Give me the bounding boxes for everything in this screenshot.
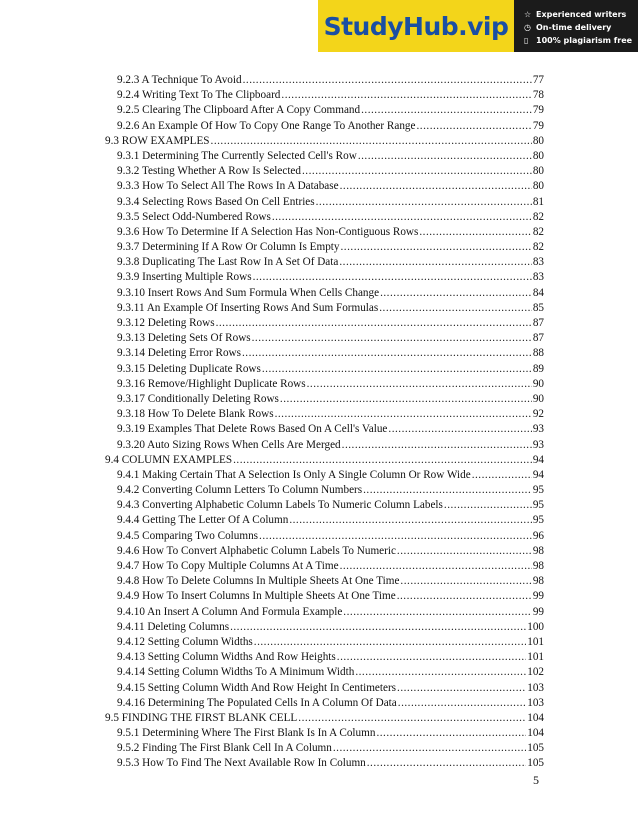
- toc-subsection-entry[interactable]: [105, 255, 544, 270]
- toc-entry-page: 96: [532, 529, 544, 542]
- toc-entry-title: 9.4.5 Comparing Two Columns: [117, 529, 259, 542]
- toc-dot-leader: [298, 711, 526, 726]
- toc-entry-page: 90: [532, 392, 544, 405]
- toc-dot-leader: [233, 453, 532, 468]
- toc-dot-leader: [355, 665, 526, 680]
- toc-entry-title: 9.3.8 Duplicating The Last Row In A Set Of Data: [117, 256, 339, 269]
- toc-entry-page: 99: [532, 590, 544, 603]
- toc-subsection-entry[interactable]: [105, 240, 544, 255]
- toc-dot-leader: [379, 301, 532, 316]
- toc-subsection-entry[interactable]: [105, 756, 544, 771]
- toc-dot-leader: [397, 544, 532, 559]
- toc-entry-title: 9.2.4 Writing Text To The Clipboard: [117, 89, 281, 102]
- toc-entry-title: 9.4.7 How To Copy Multiple Columns At A Time: [117, 560, 339, 572]
- toc-subsection-entry[interactable]: [105, 438, 544, 453]
- toc-subsection-entry[interactable]: [105, 468, 544, 483]
- toc-dot-leader: [400, 574, 531, 589]
- toc-subsection-entry[interactable]: [105, 195, 544, 210]
- toc-entry-title: 9.3.12 Deleting Rows: [117, 317, 215, 329]
- toc-dot-leader: [243, 73, 532, 88]
- toc-entry-title: 9.4.2 Converting Column Letters To Column Numbers: [117, 484, 363, 497]
- toc-subsection-entry[interactable]: [105, 529, 544, 544]
- toc-entry-page: 89: [532, 362, 544, 375]
- toc-entry-page: 95: [532, 499, 544, 512]
- toc-entry-title: 9.4.9 How To Insert Columns In Multiple Sheets At One Time: [117, 590, 396, 603]
- toc-subsection-entry[interactable]: [105, 149, 544, 164]
- toc-subsection-entry[interactable]: [105, 362, 544, 377]
- toc-entry-title: 9.4.3 Converting Alphabetic Column Labels To Numeric Column Labels: [117, 499, 443, 512]
- toc-entry-page: 79: [532, 119, 544, 132]
- toc-dot-leader: [340, 559, 532, 574]
- toc-dot-leader: [358, 149, 532, 164]
- toc-entry-title: 9.3.6 How To Determine If A Selection Has Non-Contiguous Rows: [117, 225, 419, 238]
- toc-dot-leader: [275, 407, 532, 422]
- toc-dot-leader: [397, 681, 526, 696]
- toc-subsection-entry[interactable]: [105, 179, 544, 194]
- toc-subsection-entry[interactable]: [105, 574, 544, 589]
- toc-dot-leader: [316, 195, 532, 210]
- toc-subsection-entry[interactable]: [105, 301, 544, 316]
- toc-entry-title: 9.4.14 Setting Column Widths To A Minimum Width: [117, 666, 355, 679]
- toc-entry-page: 105: [527, 757, 544, 770]
- toc-entry-title: 9.3.19 Examples That Delete Rows Based On A Cell's Value: [117, 423, 388, 436]
- toc-entry-title: 9.4.15 Setting Column Width And Row Height In Centimeters: [117, 681, 397, 694]
- toc-dot-leader: [342, 438, 532, 453]
- toc-entry-page: 84: [532, 286, 544, 299]
- toc-dot-leader: [259, 529, 532, 544]
- toc-entry-title: 9.3.1 Determining The Currently Selected Cell's Row: [117, 149, 357, 162]
- toc-entry-title: 9.4.6 How To Convert Alphabetic Column Labels To Numeric: [117, 544, 396, 557]
- toc-entry-page: 78: [532, 89, 544, 102]
- toc-subsection-entry[interactable]: [105, 225, 544, 240]
- toc-entry-page: 105: [527, 742, 544, 755]
- toc-subsection-entry[interactable]: [105, 331, 544, 346]
- feature-label: 100% plagiarism free: [536, 35, 633, 45]
- toc-entry-page: 98: [532, 560, 544, 572]
- toc-subsection-entry[interactable]: [105, 544, 544, 559]
- logo-text: StudyHub.vip: [323, 11, 509, 41]
- toc-dot-leader: [417, 119, 532, 134]
- toc-section-entry[interactable]: [105, 134, 544, 149]
- toc-entry-page: 104: [527, 727, 544, 740]
- toc-subsection-entry[interactable]: [105, 103, 544, 118]
- studyhub-logo[interactable]: [318, 0, 514, 52]
- toc-entry-page: 80: [532, 149, 544, 162]
- toc-entry-title: 9.3.4 Selecting Rows Based On Cell Entries: [117, 195, 315, 208]
- toc-entry-page: 90: [532, 377, 544, 390]
- toc-entry-title: 9.4.10 An Insert A Column And Formula Example: [117, 605, 343, 618]
- toc-subsection-entry[interactable]: [105, 513, 544, 528]
- toc-subsection-entry[interactable]: [105, 270, 544, 285]
- clock-icon: ◷: [524, 22, 531, 32]
- toc-entry-page: 103: [527, 696, 544, 709]
- toc-entry-page: 93: [532, 423, 544, 436]
- toc-entry-title: 9.4.1 Making Certain That A Selection Is Only A Single Column Or Row Wide: [117, 468, 471, 481]
- toc-dot-leader: [307, 377, 532, 392]
- toc-subsection-entry[interactable]: [105, 696, 544, 711]
- page-number: 5: [533, 773, 539, 787]
- toc-entry-page: 83: [532, 256, 544, 269]
- toc-subsection-entry[interactable]: [105, 605, 544, 620]
- toc-dot-leader: [230, 620, 526, 635]
- toc-entry-title: 9.2.6 An Example Of How To Copy One Range To Another Range: [117, 119, 416, 132]
- toc-subsection-entry[interactable]: [105, 726, 544, 741]
- toc-dot-leader: [376, 726, 526, 741]
- toc-dot-leader: [252, 331, 532, 346]
- toc-entry-page: 104: [527, 711, 544, 724]
- toc-dot-leader: [280, 392, 532, 407]
- toc-dot-leader: [397, 589, 532, 604]
- toc-dot-leader: [333, 741, 526, 756]
- toc-dot-leader: [281, 88, 531, 103]
- toc-entry-title: 9.5.2 Finding The First Blank Cell In A Column: [117, 742, 332, 755]
- toc-entry-title: 9.3.18 How To Delete Blank Rows: [117, 408, 274, 421]
- toc-entry-page: 101: [527, 635, 544, 648]
- toc-dot-leader: [343, 605, 532, 620]
- toc-section-entry[interactable]: [105, 453, 544, 468]
- feature-experienced-writers: [524, 9, 638, 21]
- toc-entry-page: 80: [532, 180, 544, 193]
- toc-entry-title: 9.5 FINDING THE FIRST BLANK CELL: [105, 711, 298, 724]
- toc-section-entry[interactable]: [105, 711, 544, 726]
- toc-subsection-entry[interactable]: [105, 88, 544, 103]
- toc-subsection-entry[interactable]: [105, 741, 544, 756]
- toc-entry-title: 9.3.20 Auto Sizing Rows When Cells Are Merged: [117, 438, 341, 451]
- toc-entry-title: 9.3.16 Remove/Highlight Duplicate Rows: [117, 377, 306, 390]
- toc-entry-title: 9.3.11 An Example Of Inserting Rows And Sum Formulas: [117, 301, 379, 314]
- toc-dot-leader: [216, 316, 532, 331]
- toc-dot-leader: [242, 346, 532, 361]
- toc-subsection-entry[interactable]: [105, 620, 544, 635]
- toc-dot-leader: [253, 270, 532, 285]
- toc-entry-title: 9.3.5 Select Odd-Numbered Rows: [117, 210, 271, 223]
- toc-entry-title: 9.4.12 Setting Column Widths: [117, 635, 253, 648]
- toc-entry-page: 79: [532, 104, 544, 117]
- toc-dot-leader: [444, 498, 532, 513]
- toc-dot-leader: [262, 362, 532, 377]
- toc-subsection-entry[interactable]: [105, 650, 544, 665]
- toc-dot-leader: [254, 635, 526, 650]
- toc-entry-title: 9.5.1 Determining Where The First Blank Is In A Column: [117, 727, 376, 740]
- toc-entry-title: 9.3.13 Deleting Sets Of Rows: [117, 332, 251, 345]
- toc-entry-page: 101: [527, 651, 544, 664]
- toc-subsection-entry[interactable]: [105, 73, 544, 88]
- feature-label: Experienced writers: [536, 9, 627, 19]
- toc-subsection-entry[interactable]: [105, 316, 544, 331]
- feature-label: On-time delivery: [536, 22, 612, 32]
- toc-entry-title: 9.3 ROW EXAMPLES: [105, 134, 210, 147]
- toc-entry-page: 92: [532, 408, 544, 421]
- toc-subsection-entry[interactable]: [105, 559, 544, 574]
- toc-entry-title: 9.4.13 Setting Column Widths And Row Heights: [117, 651, 336, 664]
- toc-entry-page: 87: [532, 317, 544, 329]
- toc-subsection-entry[interactable]: [105, 346, 544, 361]
- toc-entry-page: 80: [532, 134, 544, 147]
- toc-entry-page: 80: [532, 165, 544, 178]
- toc-entry-page: 102: [527, 666, 544, 679]
- toc-entry-page: 82: [532, 225, 544, 238]
- toc-entry-page: 85: [532, 301, 544, 314]
- toc-dot-leader: [398, 696, 526, 711]
- toc-dot-leader: [341, 240, 532, 255]
- toc-entry-page: 95: [532, 484, 544, 497]
- toc-subsection-entry[interactable]: [105, 164, 544, 179]
- feature-plagiarism-free: [524, 35, 638, 47]
- toc-entry-page: 103: [527, 681, 544, 694]
- toc-entry-page: 100: [527, 620, 544, 633]
- toc-entry-page: 77: [532, 74, 544, 86]
- toc-entry-page: 93: [532, 438, 544, 451]
- toc-entry-title: 9.3.14 Deleting Error Rows: [117, 347, 241, 360]
- toc-subsection-entry[interactable]: [105, 392, 544, 407]
- toc-entry-title: 9.3.7 Determining If A Row Or Column Is Empty: [117, 241, 340, 254]
- toc-entry-page: 88: [532, 347, 544, 360]
- feature-on-time-delivery: [524, 22, 638, 34]
- toc-dot-leader: [472, 468, 532, 483]
- toc-dot-leader: [367, 756, 526, 771]
- toc-entry-page: 82: [532, 241, 544, 254]
- toc-dot-leader: [388, 422, 531, 437]
- toc-dot-leader: [289, 513, 532, 528]
- toc-entry-title: 9.3.3 How To Select All The Rows In A Database: [117, 180, 339, 193]
- toc-dot-leader: [340, 179, 532, 194]
- toc-entry-page: 87: [532, 332, 544, 345]
- banner-features: [514, 0, 638, 52]
- toc-entry-page: 99: [532, 605, 544, 618]
- toc-entry-page: 81: [532, 195, 544, 208]
- toc-subsection-entry[interactable]: [105, 210, 544, 225]
- toc-entry-title: 9.3.9 Inserting Multiple Rows: [117, 271, 252, 284]
- studyhub-banner[interactable]: [318, 0, 638, 52]
- toc-entry-page: 94: [532, 468, 544, 481]
- toc-entry-title: 9.3.2 Testing Whether A Row Is Selected: [117, 165, 301, 178]
- toc-subsection-entry[interactable]: [105, 589, 544, 604]
- table-of-contents: [105, 73, 544, 772]
- toc-subsection-entry[interactable]: [105, 422, 544, 437]
- toc-entry-page: 83: [532, 271, 544, 284]
- toc-subsection-entry[interactable]: [105, 483, 544, 498]
- toc-entry-title: 9.4.8 How To Delete Columns In Multiple Sheets At One Time: [117, 575, 400, 588]
- toc-dot-leader: [302, 164, 532, 179]
- toc-dot-leader: [380, 286, 532, 301]
- toc-entry-title: 9.4.4 Getting The Letter Of A Column: [117, 514, 289, 527]
- toc-dot-leader: [361, 103, 532, 118]
- toc-entry-title: 9.4 COLUMN EXAMPLES: [105, 453, 233, 466]
- toc-subsection-entry[interactable]: [105, 681, 544, 696]
- toc-entry-title: 9.4.11 Deleting Columns: [117, 620, 230, 633]
- toc-dot-leader: [419, 225, 531, 240]
- toc-entry-page: 82: [532, 210, 544, 223]
- toc-subsection-entry[interactable]: [105, 377, 544, 392]
- toc-subsection-entry[interactable]: [105, 407, 544, 422]
- toc-entry-title: 9.2.3 A Technique To Avoid: [117, 74, 242, 86]
- toc-entry-title: 9.3.10 Insert Rows And Sum Formula When Cells Change: [117, 286, 380, 299]
- star-icon: ☆: [524, 9, 532, 19]
- toc-entry-title: 9.3.15 Deleting Duplicate Rows: [117, 362, 261, 375]
- toc-subsection-entry[interactable]: [105, 665, 544, 680]
- toc-entry-page: 98: [532, 544, 544, 557]
- toc-dot-leader: [339, 255, 531, 270]
- toc-dot-leader: [363, 483, 532, 498]
- toc-subsection-entry[interactable]: [105, 635, 544, 650]
- toc-subsection-entry[interactable]: [105, 498, 544, 513]
- toc-entry-page: 95: [532, 514, 544, 527]
- toc-dot-leader: [337, 650, 526, 665]
- toc-dot-leader: [211, 134, 532, 149]
- toc-dot-leader: [272, 210, 532, 225]
- toc-entry-page: 94: [532, 453, 544, 466]
- toc-subsection-entry[interactable]: [105, 286, 544, 301]
- toc-entry-title: 9.5.3 How To Find The Next Available Row In Column: [117, 757, 366, 770]
- toc-entry-title: 9.4.16 Determining The Populated Cells In A Column Of Data: [117, 696, 397, 709]
- toc-entry-page: 98: [532, 575, 544, 588]
- toc-entry-title: 9.3.17 Conditionally Deleting Rows: [117, 392, 279, 405]
- toc-entry-title: 9.2.5 Clearing The Clipboard After A Copy Command: [117, 104, 361, 117]
- toc-subsection-entry[interactable]: [105, 119, 544, 134]
- document-icon: ▯: [524, 35, 529, 45]
